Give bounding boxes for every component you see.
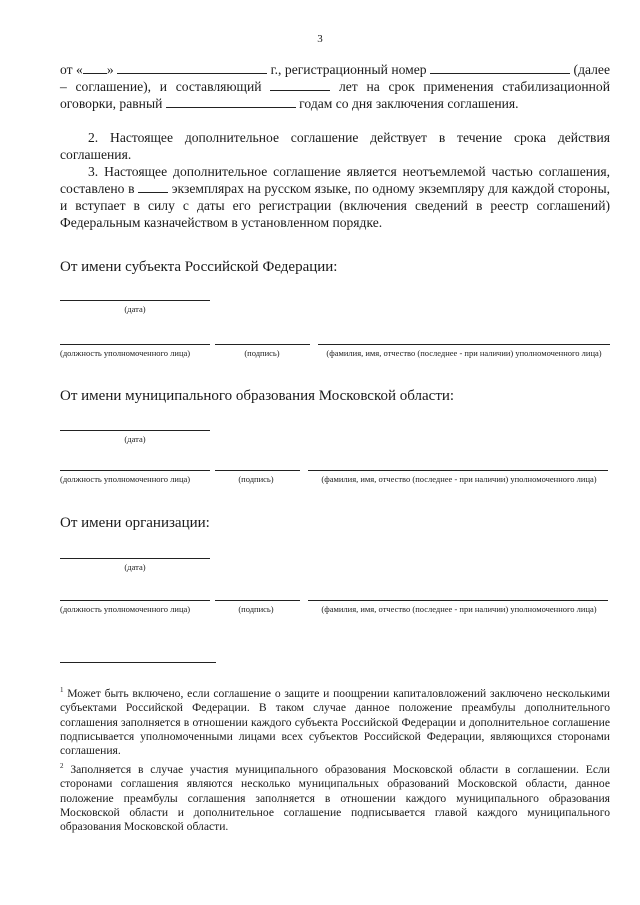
preamble-paragraph xyxy=(60,61,610,112)
signatory-heading-organization: От имени организации: xyxy=(60,515,210,531)
footnote-1-text: Может быть включено, если соглашение о защите и поощрении капиталовложений заключено несколькими субъектами Российской Федерации. В таком случае данное положение преамбулы дополнительного соглашения заполняется в отношении каждого субъекта Российской Федерации и дополнительное соглашение подписывается уполномоченными лицами всех субъектов Российской Федерации, являющихся сторонами соглашения. xyxy=(60,686,611,758)
position-line xyxy=(60,470,210,471)
clause-3 xyxy=(60,163,610,231)
footnote-1 xyxy=(60,683,610,759)
date-line xyxy=(60,300,210,301)
preamble-reg-number: г., регистрационный номер xyxy=(270,62,427,77)
footnote-separator xyxy=(60,662,216,663)
day-blank xyxy=(83,61,107,74)
copies-blank xyxy=(138,180,168,193)
position-caption: (должность уполномоченного лица) xyxy=(60,604,191,614)
date-line xyxy=(60,430,210,431)
footnote-1-mark: 1 xyxy=(60,686,64,694)
preamble-end: годам со дня заключения соглашения. xyxy=(299,96,519,111)
name-line xyxy=(308,600,608,601)
name-caption: (фамилия, имя, отчество (последнее - при наличии) уполномоченного лица) xyxy=(321,474,597,484)
name-line xyxy=(308,470,608,471)
date-caption: (дата) xyxy=(124,562,146,572)
footnote-2-text: Заполняется в случае участия муниципального образования Московской области в соглашении. Если сторонами соглашения являются несколько муниципальных образований Московской области, данное положение преамбулы соглашения заполняется в отношении каждого муниципального образования Московской области и дополнительное соглашение подписывается главой каждого муниципального образования Московской области. xyxy=(60,762,611,834)
signature-caption: (подпись) xyxy=(238,474,274,484)
name-caption: (фамилия, имя, отчество (последнее - при наличии) уполномоченного лица) xyxy=(321,604,597,614)
name-caption: (фамилия, имя, отчество (последнее - при наличии) уполномоченного лица) xyxy=(326,348,602,358)
footnote-2-mark: 2 xyxy=(60,762,64,770)
stabilization-years-blank xyxy=(166,95,296,108)
registration-number-blank xyxy=(430,61,570,74)
position-caption: (должность уполномоченного лица) xyxy=(60,474,191,484)
position-line xyxy=(60,344,210,345)
signatory-heading-subject: От имени субъекта Российской Федерации: xyxy=(60,259,338,275)
clause-3-end: экземплярах на русском языке, по одному экземпляру для каждой стороны, и вступает в силу с даты его регистрации (включения сведений в реестр соглашений) Федеральным казначейством в установленном порядке. xyxy=(60,181,610,230)
signature-caption: (подпись) xyxy=(244,348,280,358)
date-caption: (дата) xyxy=(124,434,146,444)
clause-3-start: 3. Настоящее дополнительное соглашение является неотъемлемой частью соглашения, составлено в xyxy=(60,164,610,196)
signature-caption: (подпись) xyxy=(238,604,274,614)
date-line xyxy=(60,558,210,559)
signature-line xyxy=(215,600,300,601)
month-year-blank xyxy=(117,61,267,74)
name-line xyxy=(318,344,610,345)
preamble-quote-close: » xyxy=(106,62,114,77)
page-number: 3 xyxy=(317,33,323,45)
position-line xyxy=(60,600,210,601)
signatory-heading-municipality: От имени муниципального образования Московской области: xyxy=(60,388,455,404)
clause-2: 2. Настоящее дополнительное соглашение действует в течение срока действия соглашения. xyxy=(60,130,610,162)
years-blank xyxy=(270,78,330,91)
position-caption: (должность уполномоченного лица) xyxy=(60,348,191,358)
preamble-stabilization: лет на срок применения стабилизационной оговорки, равный xyxy=(60,79,611,111)
signature-line xyxy=(215,470,300,471)
preamble-agreement: (далее – соглашение), и составляющий xyxy=(60,62,610,94)
preamble-from: от « xyxy=(60,62,83,77)
footnote-2 xyxy=(60,759,610,835)
date-caption: (дата) xyxy=(124,304,146,314)
signature-line xyxy=(215,344,310,345)
